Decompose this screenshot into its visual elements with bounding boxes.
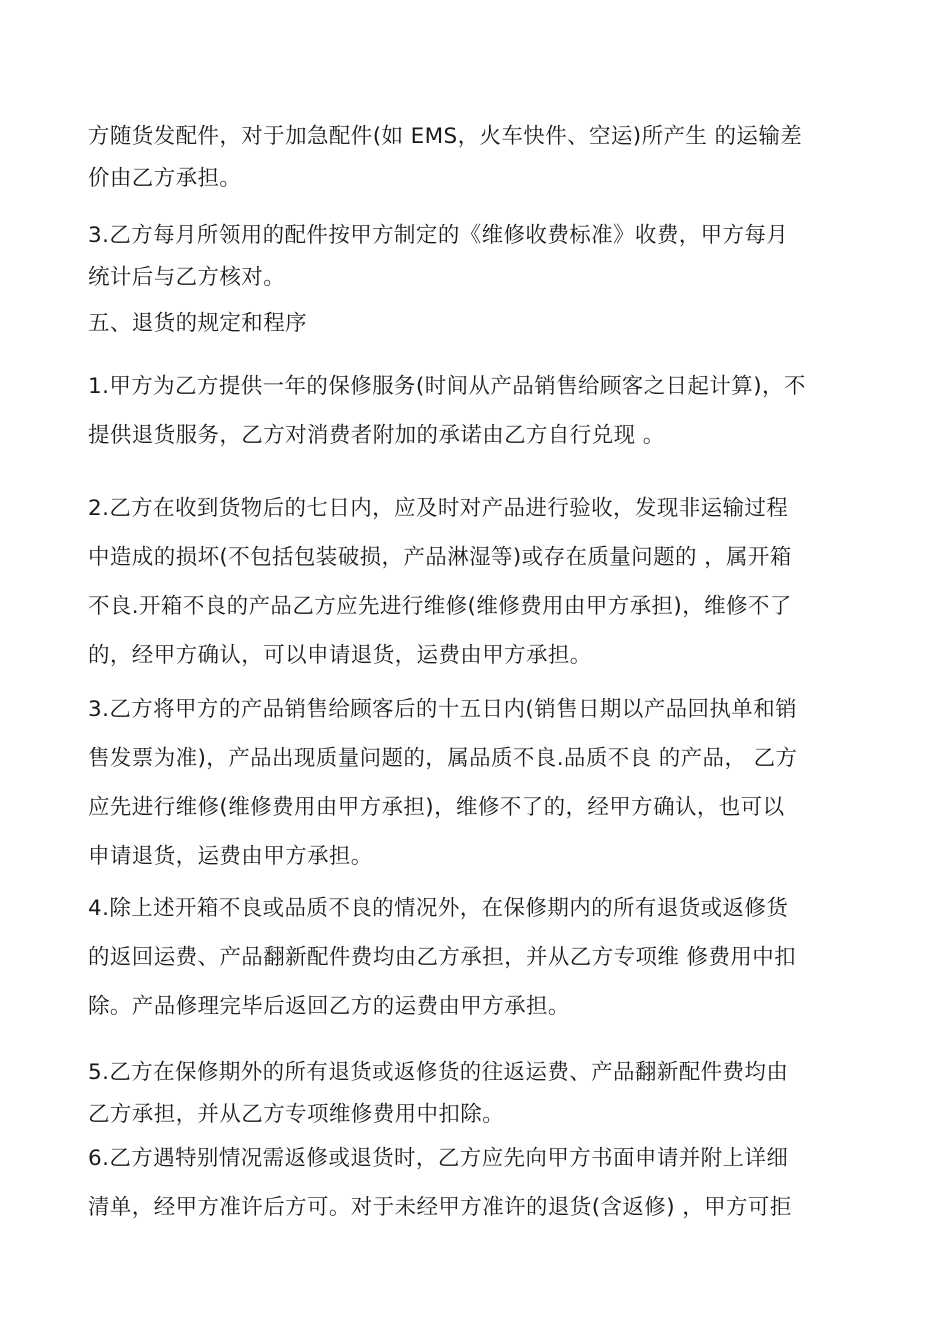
text-line: 2.乙方在收到货物后的七日内，应及时对产品进行验收，发现非运输过程 xyxy=(88,496,789,521)
text-line: 3.乙方将甲方的产品销售给顾客后的十五日内(销售日期以产品回执单和销 xyxy=(88,697,798,722)
text-line: 的返回运费、产品翻新配件费均由乙方承担，并从乙方专项维 修费用中扣 xyxy=(88,945,797,970)
paragraph-clause-4-costs xyxy=(88,884,864,1031)
text-line: 应先进行维修(维修费用由甲方承担)，维修不了的，经甲方确认，也可以 xyxy=(88,795,785,820)
paragraph-clause-3-parts-fee xyxy=(88,215,864,299)
text-line: 的，经甲方确认，可以申请退货，运费由甲方承担。 xyxy=(88,643,592,668)
paragraph-clause-6-special-cases xyxy=(88,1134,864,1232)
text-line: 申请退货，运费由甲方承担。 xyxy=(88,844,373,869)
text-line: 不良.开箱不良的产品乙方应先进行维修(维修费用由甲方承担)，维修不了 xyxy=(88,594,792,619)
text-line: 6.乙方遇特别情况需返修或退货时，乙方应先向甲方书面申请并附上详细 xyxy=(88,1146,789,1171)
text-line: 5.乙方在保修期外的所有退货或返修货的往返运费、产品翻新配件费均由 xyxy=(88,1060,789,1085)
text-line: 1.甲方为乙方提供一年的保修服务(时间从产品销售给顾客之日起计算)，不 xyxy=(88,374,806,399)
text-line: 中造成的损坏(不包括包装破损，产品淋湿等)或存在质量问题的 ，属开箱 xyxy=(88,545,792,570)
text-line: 3.乙方每月所领用的配件按甲方制定的《维修收费标准》收费，甲方每月 xyxy=(88,223,789,248)
paragraph-spare-parts-shipping xyxy=(88,116,864,200)
text-line: 方随货发配件，对于加急配件(如 EMS，火车快件、空运)所产生 的运输差 xyxy=(88,124,803,149)
text-line: 除。产品修理完毕后返回乙方的运费由甲方承担。 xyxy=(88,994,570,1019)
paragraph-clause-1-warranty xyxy=(88,362,864,460)
text-line: 价由乙方承担。 xyxy=(88,166,242,191)
paragraph-clause-5-out-of-warranty xyxy=(88,1052,864,1136)
text-line: 售发票为准)，产品出现质量问题的，属品质不良.品质不良 的产品， 乙方 xyxy=(88,746,798,771)
paragraph-clause-3-quality xyxy=(88,685,864,881)
text-line: 五、退货的规定和程序 xyxy=(88,311,308,336)
text-line: 统计后与乙方核对。 xyxy=(88,265,286,290)
text-line: 清单，经甲方准许后方可。对于未经甲方准许的退货(含返修) ，甲方可拒 xyxy=(88,1195,792,1220)
text-line: 提供退货服务，乙方对消费者附加的承诺由乙方自行兑现 。 xyxy=(88,423,665,448)
text-line: 4.除上述开箱不良或品质不良的情况外，在保修期内的所有退货或返修货 xyxy=(88,896,789,921)
paragraph-clause-2-inspection xyxy=(88,484,864,680)
section-heading-returns xyxy=(88,303,864,345)
text-line: 乙方承担，并从乙方专项维修费用中扣除。 xyxy=(88,1102,505,1127)
